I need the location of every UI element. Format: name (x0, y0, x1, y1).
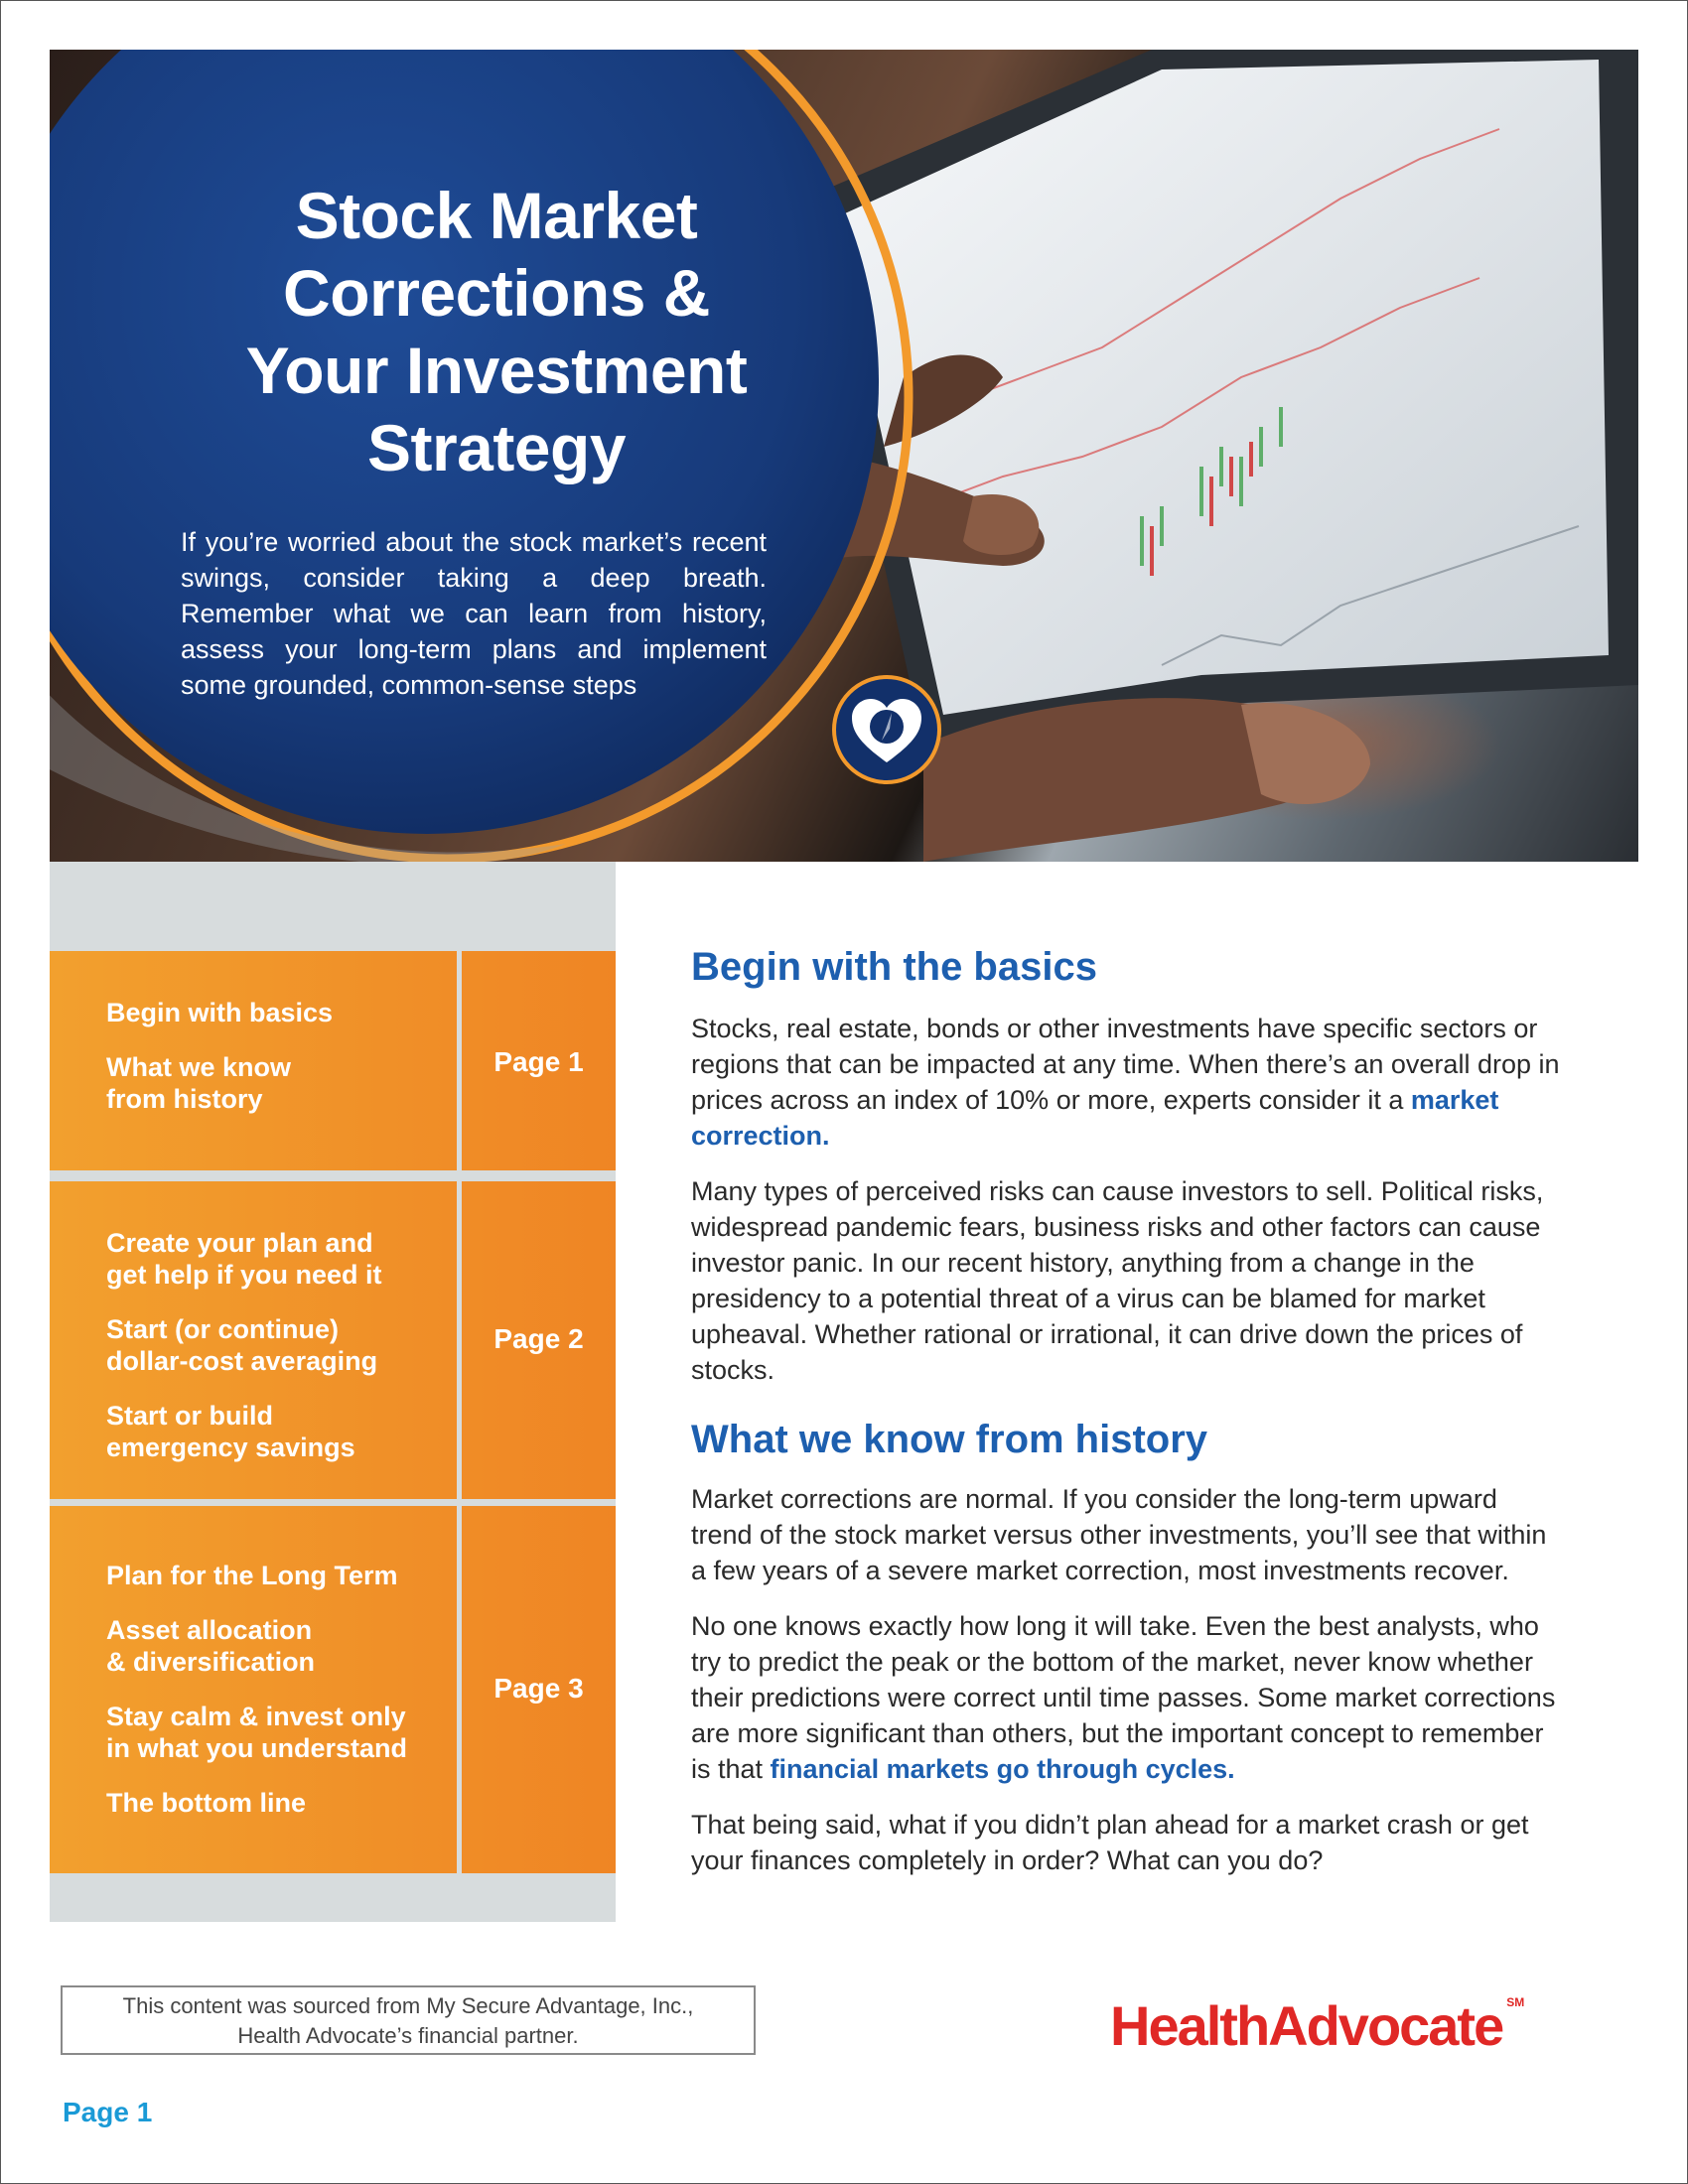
source-note (61, 1985, 756, 2055)
section-heading: Begin with the basics (691, 945, 1097, 989)
title-line: Corrections & (283, 256, 710, 330)
toc-section-page-2 (50, 1181, 616, 1499)
toc-item-emergency-savings: Start or build emergency savings (106, 1401, 355, 1462)
toc-items (106, 997, 444, 1138)
paragraph-text: No one knows exactly how long it will take. Even the best analysts, who try to predict the peak or the bottom of the market, never know whether their predictions were correct until time passes. Some market corrections are more significant than others, but the important concept to remember is that (691, 1611, 1556, 1784)
toc-page-label: Page 2 (493, 1323, 584, 1354)
toc-item-long-term: Plan for the Long Term (106, 1561, 398, 1590)
paragraph: Many types of perceived risks can cause investors to sell. Political risks, widespread pandemic fears, business risks and other factors can cause investor panic. In our recent history, anything from a change in the presidency to a potential threat of a virus can be blamed for market upheaval. Whether rational or irrational, it can drive down the prices of stocks. (691, 1176, 1544, 1385)
toc-item-begin-with-basics: Begin with basics (106, 998, 334, 1027)
main-content (691, 943, 1565, 1878)
toc-item-create-plan: Create your plan and get help if you need it (106, 1228, 382, 1290)
toc-page-label: Page 1 (493, 1046, 584, 1077)
toc-item-asset-allocation: Asset allocation & diversification (106, 1615, 316, 1677)
toc-item-bottom-line: The bottom line (106, 1788, 306, 1818)
service-mark: SM (1506, 1995, 1525, 2009)
toc-page-label: Page 3 (493, 1673, 584, 1704)
toc-item-what-we-know: What we know from history (106, 1052, 292, 1114)
toc-items (106, 1227, 444, 1486)
toc-items (106, 1560, 444, 1842)
title-line: Your Investment (245, 334, 748, 407)
toc-section-page-1 (50, 951, 616, 1170)
paragraph-text: Stocks, real estate, bonds or other investments have specific sectors or regions that can be impacted at any time. When there’s an overall drop in prices across an index of 10% or more, experts consider it a (691, 1014, 1560, 1115)
highlight-market-correction: market correction. (691, 1085, 1499, 1151)
source-line: Health Advocate’s financial partner. (237, 2023, 579, 2048)
section-heading: What we know from history (691, 1418, 1208, 1461)
intro-text: If you’re worried about the stock market’s recent swings, consider taking a deep breath. Remember what we can learn from history, assess your long-term plans and implement some grounded, common-sense steps (181, 527, 767, 700)
paragraph (691, 1011, 1565, 1154)
page-number: Page 1 (63, 2097, 153, 2127)
title-line: Strategy (366, 411, 627, 484)
toc-item-dollar-cost-averaging: Start (or continue) dollar-cost averaging (106, 1314, 378, 1376)
title-line: Stock Market (295, 179, 698, 252)
toc-item-stay-calm: Stay calm & invest only in what you understand (106, 1702, 408, 1763)
paragraph: Market corrections are normal. If you consider the long-term upward trend of the stock market versus other investments, you’ll see that within a few years of a severe market correction, most investments recover. (691, 1484, 1547, 1585)
paragraph: That being said, what if you didn’t plan ahead for a market crash or get your finances completely in order? What can you do? (691, 1810, 1529, 1875)
logo-text: HealthAdvocate (1110, 1994, 1503, 2057)
source-line: This content was sourced from My Secure Advantage, Inc., (122, 1993, 694, 2018)
toc-section-page-3 (50, 1506, 616, 1873)
heart-compass-icon (832, 675, 941, 784)
health-advocate-logo (1110, 1993, 1524, 2058)
page-title (159, 177, 834, 486)
highlight-market-cycles: financial markets go through cycles. (770, 1754, 1235, 1784)
paragraph (691, 1608, 1565, 1787)
hero-banner (50, 50, 1638, 862)
